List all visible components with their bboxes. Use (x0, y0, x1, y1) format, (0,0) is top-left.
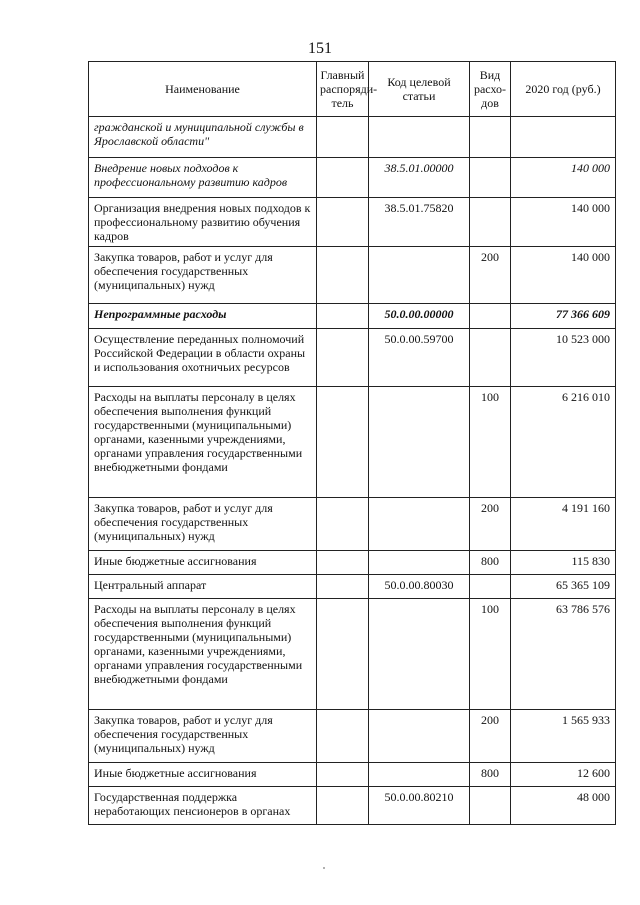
expense-kind-cell: 100 (470, 599, 511, 710)
header-row (89, 62, 616, 117)
table-row (89, 304, 616, 329)
table-row (89, 575, 616, 599)
main-dept-cell (317, 498, 369, 551)
expense-kind-cell: 200 (470, 498, 511, 551)
header-main-dept: Главный распоряди-тель (317, 62, 369, 117)
table-row (89, 599, 616, 710)
main-dept-cell (317, 158, 369, 198)
table-row (89, 498, 616, 551)
header-target-code: Код целевой статьи (369, 62, 470, 117)
table-row (89, 710, 616, 763)
name-cell: Центральный аппарат (89, 575, 317, 599)
main-dept-cell (317, 575, 369, 599)
amount-cell: 115 830 (511, 551, 616, 575)
amount-cell: 77 366 609 (511, 304, 616, 329)
main-dept-cell (317, 551, 369, 575)
amount-cell: 4 191 160 (511, 498, 616, 551)
table-row (89, 787, 616, 825)
name-cell: Расходы на выплаты персоналу в целях обеспечения выполнения функций государственными (муниципальными) органами, казенными учреждениями, органами управления государственными внебюджетными фондами (89, 599, 317, 710)
expense-kind-cell (470, 787, 511, 825)
table-body (89, 117, 616, 825)
name-cell: гражданской и муниципальной службы в Ярославской области" (89, 117, 317, 158)
amount-cell: 1 565 933 (511, 710, 616, 763)
amount-cell: 65 365 109 (511, 575, 616, 599)
main-dept-cell (317, 304, 369, 329)
budget-table (88, 61, 616, 825)
name-cell: Закупка товаров, работ и услуг для обеспечения государственных (муниципальных) нужд (89, 247, 317, 304)
expense-kind-cell (470, 575, 511, 599)
table-row (89, 198, 616, 247)
scan-speck (323, 867, 325, 869)
target-code-cell (369, 710, 470, 763)
main-dept-cell (317, 787, 369, 825)
header-name: Наименование (89, 62, 317, 117)
table-row (89, 387, 616, 498)
amount-cell: 140 000 (511, 158, 616, 198)
main-dept-cell (317, 117, 369, 158)
target-code-cell (369, 551, 470, 575)
target-code-cell (369, 247, 470, 304)
amount-cell: 140 000 (511, 247, 616, 304)
name-cell: Иные бюджетные ассигнования (89, 763, 317, 787)
table-row (89, 247, 616, 304)
amount-cell: 140 000 (511, 198, 616, 247)
main-dept-cell (317, 329, 369, 387)
expense-kind-cell (470, 117, 511, 158)
table-row (89, 117, 616, 158)
page-number: 151 (308, 40, 332, 57)
main-dept-cell (317, 710, 369, 763)
target-code-cell: 38.5.01.00000 (369, 158, 470, 198)
name-cell: Осуществление переданных полномочий Российской Федерации в области охраны и использования охотничьих ресурсов (89, 329, 317, 387)
target-code-cell (369, 117, 470, 158)
expense-kind-cell: 200 (470, 247, 511, 304)
expense-kind-cell (470, 304, 511, 329)
target-code-cell (369, 763, 470, 787)
expense-kind-cell: 800 (470, 551, 511, 575)
table-row (89, 329, 616, 387)
table-row (89, 551, 616, 575)
table-row (89, 763, 616, 787)
main-dept-cell (317, 387, 369, 498)
amount-cell: 48 000 (511, 787, 616, 825)
amount-cell: 12 600 (511, 763, 616, 787)
table-row (89, 158, 616, 198)
expense-kind-cell (470, 198, 511, 247)
main-dept-cell (317, 247, 369, 304)
main-dept-cell (317, 763, 369, 787)
expense-kind-cell: 200 (470, 710, 511, 763)
name-cell: Организация внедрения новых подходов к профессиональному развитию обучения кадров (89, 198, 317, 247)
header-amount: 2020 год (руб.) (511, 62, 616, 117)
target-code-cell: 50.0.00.00000 (369, 304, 470, 329)
target-code-cell: 50.0.00.80210 (369, 787, 470, 825)
target-code-cell: 50.0.00.59700 (369, 329, 470, 387)
name-cell: Расходы на выплаты персоналу в целях обеспечения выполнения функций государственными (муниципальными) органами, казенными учреждениями, органами управления государственными внебюджетными фондами (89, 387, 317, 498)
target-code-cell (369, 498, 470, 551)
target-code-cell: 38.5.01.75820 (369, 198, 470, 247)
amount-cell (511, 117, 616, 158)
amount-cell: 10 523 000 (511, 329, 616, 387)
main-dept-cell (317, 599, 369, 710)
name-cell: Государственная поддержка неработающих пенсионеров в органах (89, 787, 317, 825)
name-cell: Закупка товаров, работ и услуг для обеспечения государственных (муниципальных) нужд (89, 710, 317, 763)
name-cell: Внедрение новых подходов к профессиональному развитию кадров (89, 158, 317, 198)
expense-kind-cell (470, 158, 511, 198)
target-code-cell (369, 387, 470, 498)
expense-kind-cell: 100 (470, 387, 511, 498)
name-cell: Непрограммные расходы (89, 304, 317, 329)
target-code-cell (369, 599, 470, 710)
name-cell: Закупка товаров, работ и услуг для обеспечения государственных (муниципальных) нужд (89, 498, 317, 551)
target-code-cell: 50.0.00.80030 (369, 575, 470, 599)
amount-cell: 6 216 010 (511, 387, 616, 498)
expense-kind-cell (470, 329, 511, 387)
header-expense-kind: Вид расхо-дов (470, 62, 511, 117)
main-dept-cell (317, 198, 369, 247)
amount-cell: 63 786 576 (511, 599, 616, 710)
name-cell: Иные бюджетные ассигнования (89, 551, 317, 575)
expense-kind-cell: 800 (470, 763, 511, 787)
